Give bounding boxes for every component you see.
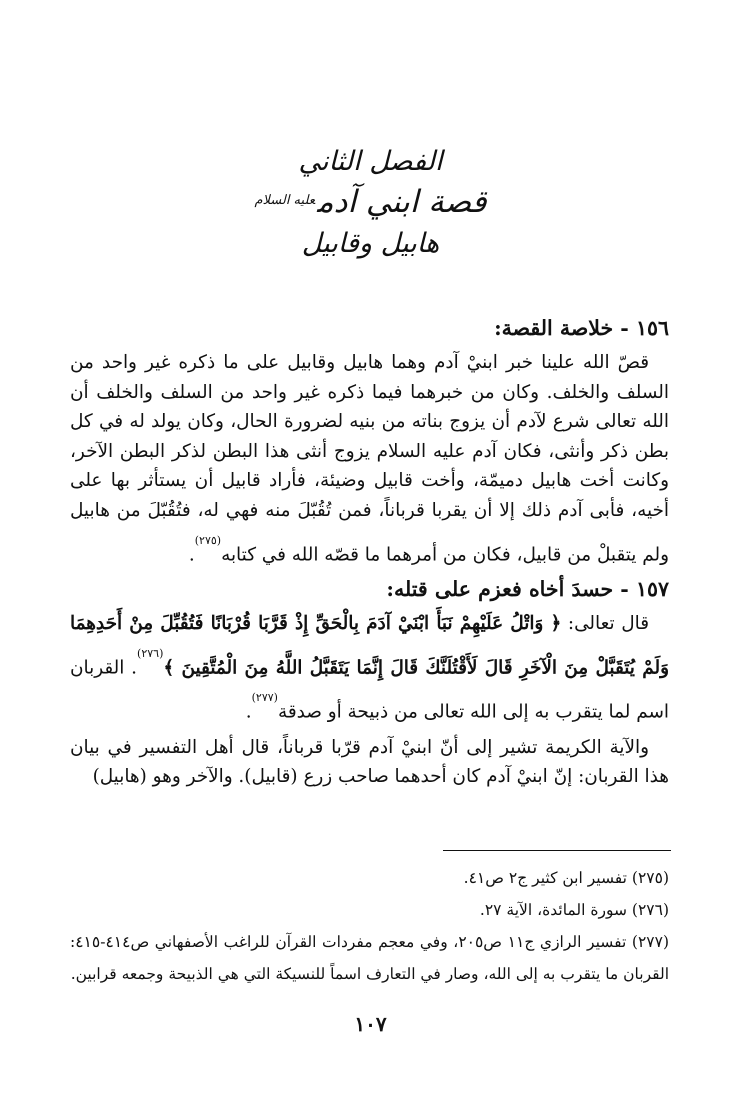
footnote-text: سورة المائدة، الآية ٢٧. [479, 901, 627, 919]
paragraph-offering: والآية الكريمة تشير إلى أنّ ابنيْ آدم قرّبا قرباناً، قال أهل التفسير في بيان هذا القربان: إنّ ابنيْ آدم كان أحدهما صاحب زرع (قابيل). والآخر وهو (هابيل) [70, 736, 669, 788]
peace-honorific: عليه السلام [254, 193, 316, 209]
footnote-text: تفسير ابن كثير ج٢ ص٤١. [463, 869, 627, 887]
story-title-text: قصة ابني آدم [317, 184, 487, 220]
paragraph-summary [70, 348, 669, 569]
footnote-text: تفسير الرازي ج١١ ص٢٠٥، وفي معجم مفردات القرآن للراغب الأصفهاني ص٤١٤-٤١٥: القربان ما يتقرب به إلى الله، وصار في التعارف اسماً للنسيكة التي هي الذبيحة وجمعه قرابين. [70, 933, 669, 983]
chapter-title: الفصل الثاني [298, 146, 443, 177]
paragraph-summary-text: قصّ الله علينا خبر ابنيْ آدم وهما هابيل وقابيل على ما ذكره غير واحد من السلف والخلف. وكان من خبرهما فيما ذكره غير واحد من السلف والخلف أن الله تعالى شرع لآدم أن يزوج بناته من بنيه لضرورة الحال، وكان يولد له في كل بطن ذكر وأنثى، فكان آدم عليه السلام يزوج أنثى هذا البطن لذكر البطن الآخر، وكانت أخت هابيل دميمّة، وأخت قابيل وضيئة، فأراد قابيل أن يستأثر بها على أخيه، فأبى آدم ذلك إلا أن يقربا قرباناً، فمن تُقُبّلَ منه فهي له، فتُقُبّلَ من هابيل ولم يتقبلْ من قابيل، فكان من أمرهما ما قصّه الله في كتابه [70, 352, 669, 565]
footnote-number: (٢٧٥) [631, 869, 669, 887]
section-heading-156: ١٥٦ - خلاصة القصة: [494, 316, 669, 340]
quran-verse: ﴿ وَاتْلُ عَلَيْهِمْ نَبَأَ ابْنَيْ آدَمَ بِالْحَقِّ إِذْ قَرَّبَا قُرْبَانًا فَتُقُبِّلَ مِنْ أَحَدِهِمَا وَلَمْ يُتَقَبَّلْ مِنَ الْآخَرِ قَالَ لَأَقْتُلَنَّكَ قَالَ إِنَّمَا يَتَقَبَّلُ اللَّهُ مِنَ الْمُتَّقِينَ ﴾ [70, 613, 669, 679]
names-title: هابيل وقابيل [301, 228, 440, 259]
verse-explanation-end: . [245, 701, 252, 723]
footnote-277 [70, 926, 669, 990]
footnote-ref-277: (٢٧٧) [251, 690, 278, 704]
body-text [70, 312, 669, 792]
story-title [0, 184, 741, 220]
footnote-number: (٢٧٧) [631, 933, 669, 951]
chapter-header [0, 148, 741, 257]
footnote-divider [443, 850, 671, 851]
footnote-ref-275: (٢٧٥) [194, 533, 222, 547]
verse-intro: قال تعالى: [561, 613, 650, 635]
paragraph-verse [70, 609, 669, 726]
footnotes [70, 862, 669, 990]
footnote-275 [70, 862, 669, 894]
footnote-276 [70, 894, 669, 926]
footnote-number: (٢٧٦) [631, 901, 669, 919]
page-number: ١٠٧ [354, 1012, 387, 1036]
section-heading-157: ١٥٧ - حسدَ أخاه فعزم على قتله: [386, 577, 669, 602]
verse-explanation: . القربان اسم لما يتقرب به إلى الله تعالى من ذبيحة أو صدقة [70, 657, 669, 723]
footnote-ref-276: (٢٧٦) [137, 647, 164, 661]
paragraph-summary-end: . [188, 543, 195, 565]
